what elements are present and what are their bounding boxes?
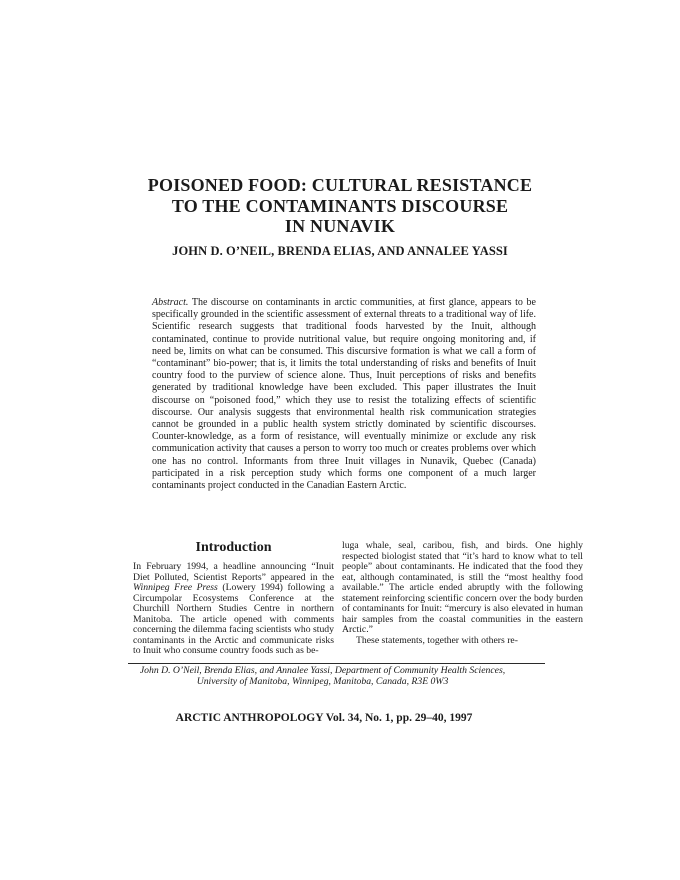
article-title-line-3: IN NUNAVIK bbox=[284, 216, 396, 236]
affiliation-line-1: John D. O’Neil, Brenda Elias, and Annalee Yassi, Department of Community Health Sciences, bbox=[139, 665, 506, 676]
abstract-text: The discourse on contaminants in arctic communities, at first glance, appears to be specifically grounded in the scientific assessment of external threats to a traditional way of life. Scientific research suggests that traditional foods harvested by the Inuit, although contaminated, continue to provide nutritional value, but require ongoing monitoring and, if need be, limits on what can be consumed. This discursive formation is what we call a form of “contaminant” bio-power; that is, it limits the total understanding of risks and benefits of Inuit country food to the purview of science alone. Thus, Inuit perceptions of risks and benefits generated by traditional knowledge have been excluded. This paper illustrates the Inuit discourse on “poisoned food,” which they use to resist the totalizing effects of scientific discourse. Our analysis suggests that environmental health risk communication strategies cannot be grounded in a public health system strictly dominated by scientific discourses. Counter-knowledge, as a form of resistance, will eventually minimize or exclude any risk communication activity that causes a person to worry too much or creates problems over which one has no control. Informants from three Inuit villages in Nunavik, Quebec (Canada) participated in a risk perception study which forms one component of a much larger contaminants project conducted in the Canadian Eastern Arctic. bbox=[152, 297, 536, 492]
intro-column-right bbox=[342, 541, 583, 646]
article-title bbox=[0, 175, 680, 237]
authors-line: JOHN D. O’NEIL, BRENDA ELIAS, AND ANNALEE YASSI bbox=[172, 244, 508, 258]
intro-left-part-1: In February 1994, a headline announcing “Inuit Diet Polluted, Scientist Reports” appeared in the bbox=[133, 561, 334, 583]
intro-paragraph-right-2: These statements, together with others re- bbox=[356, 634, 518, 646]
abstract-label: Abstract. bbox=[152, 297, 189, 308]
intro-column-left bbox=[133, 540, 334, 657]
winnipeg-free-press-title: Winnipeg Free Press bbox=[133, 582, 218, 593]
journal-citation-line: ARCTIC ANTHROPOLOGY Vol. 34, No. 1, pp. 29–40, 1997 bbox=[175, 712, 473, 724]
introduction-heading: Introduction bbox=[195, 540, 272, 555]
abstract-paragraph bbox=[152, 297, 536, 492]
author-affiliation-footnote bbox=[0, 666, 645, 688]
footnote-divider bbox=[128, 663, 545, 664]
intro-left-part-2: (Lowery 1994) following a Circumpolar Ecosystems Conference at the Churchill Northern Studies Centre in northern Manitoba. The article opened with comments concerning the dilemma facing scientists who study contaminants in the Arctic and communicate risks to Inuit who consume country foods such as be- bbox=[133, 582, 334, 656]
affiliation-line-2: University of Manitoba, Winnipeg, Manitoba, Canada, R3E 0W3 bbox=[196, 675, 449, 687]
intro-paragraph-right-1: luga whale, seal, caribou, fish, and birds. One highly respected biologist stated that “it’s hard to know what to tell people” about contaminants. He indicated that the food they eat, although contaminated, is still the “most healthy food available.” The article ended abruptly with the following statement reinforcing scientific concern over the body burden of contaminants for Inuit: “mercury is also elevated in human hair samples from the coastal communities in the eastern Arctic.” bbox=[342, 540, 583, 635]
article-title-line-2: TO THE CONTAMINANTS DISCOURSE bbox=[171, 195, 509, 216]
article-title-line-1: POISONED FOOD: CULTURAL RESISTANCE bbox=[147, 175, 533, 195]
intro-paragraph-left bbox=[133, 562, 334, 657]
